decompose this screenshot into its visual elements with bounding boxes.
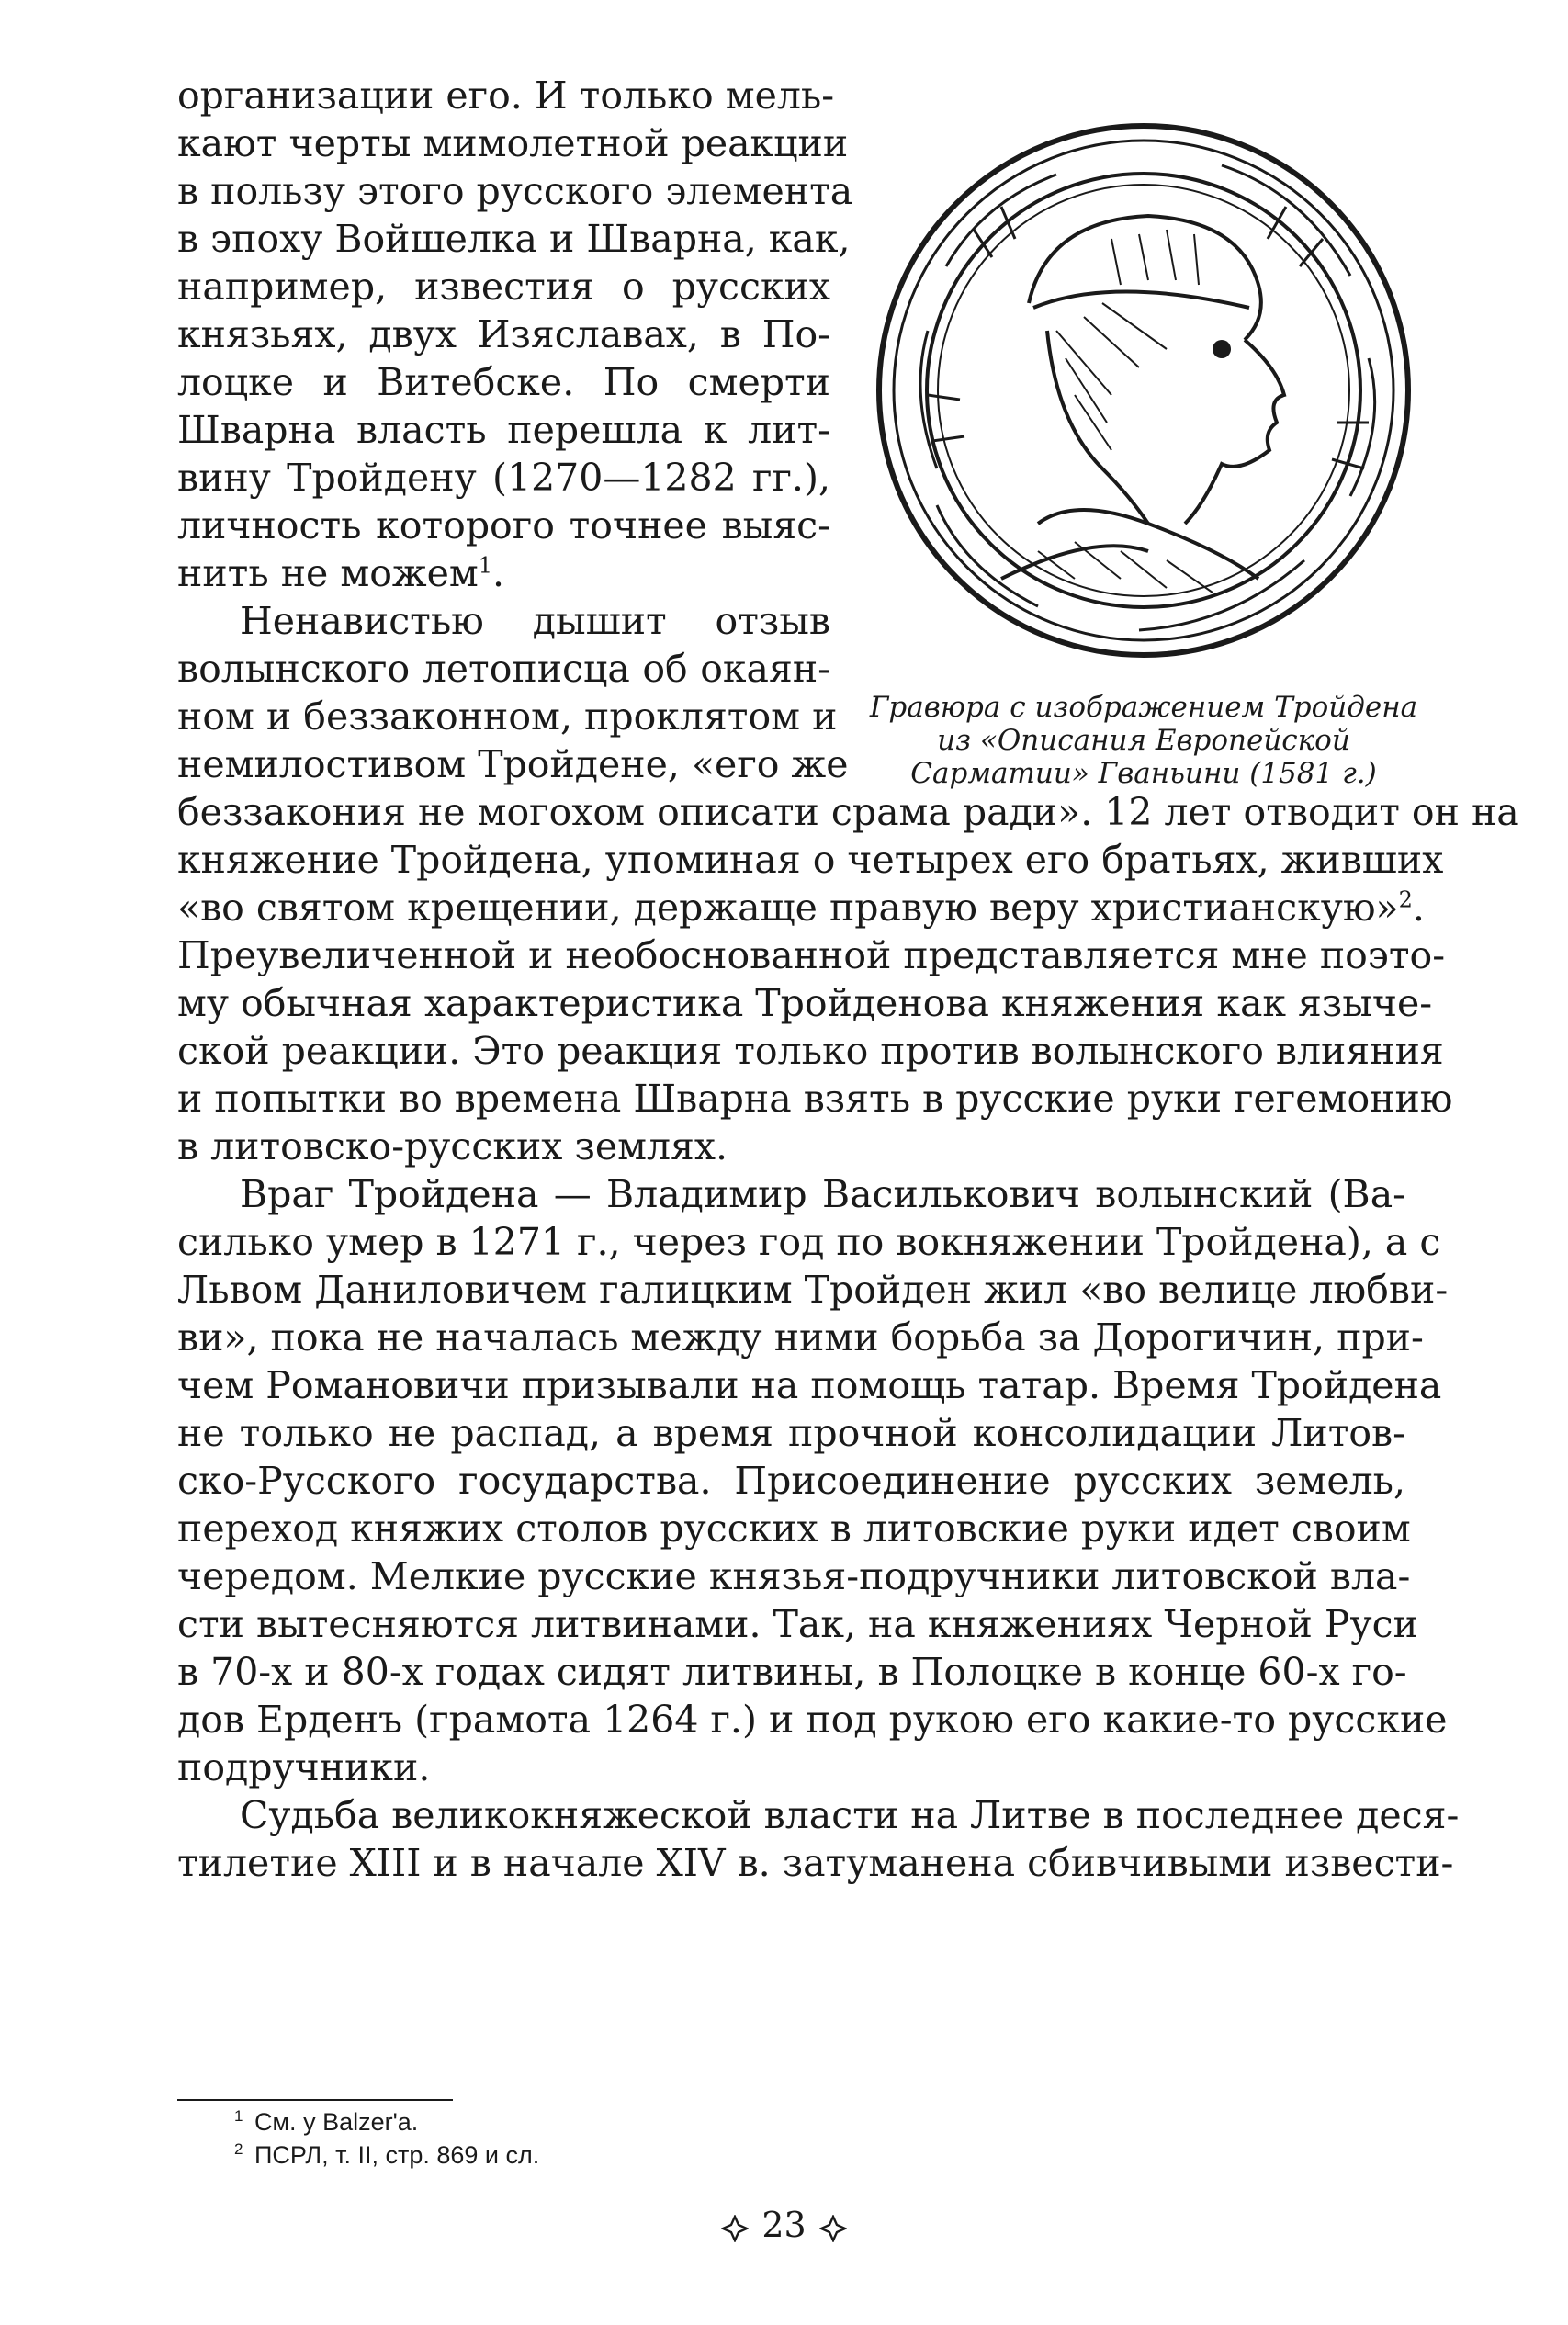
text-line: му обычная характеристика Тройденова княжения как языче- [177, 981, 1433, 1025]
text-line: подручники. [177, 1745, 431, 1789]
footnote-text: См. у Balzer'a. [254, 2108, 419, 2136]
text-line: беззакония не могохом описати срама ради». 12 лет отводит он на [177, 790, 1519, 834]
text-line: организации его. И только мель- [177, 73, 835, 118]
text-line: и попытки во времена Шварна взять в русские руки гегемонию [177, 1077, 1453, 1121]
text-line: немилостивом Тройдене, «его же [177, 742, 849, 786]
text-line: дов Ерденъ (грамота 1264 г.) и под рукою его какие-то русские [177, 1698, 1448, 1742]
text-line: в литовско-русских землях. [177, 1124, 728, 1168]
text-line: ви», пока не началась между ними борьба за Дорогичин, при- [177, 1315, 1424, 1360]
text-line: не только не распад, а время прочной консолидации Литов- [177, 1411, 1405, 1455]
text-line: ско-Русского государства. Присоединение русских земель, [177, 1459, 1405, 1503]
footnote [234, 2106, 419, 2138]
text-line: ской реакции. Это реакция только против волынского влияния [177, 1029, 1444, 1073]
ornament-icon [819, 2215, 847, 2242]
footnote-text: ПСРЛ, т. II, стр. 869 и сл. [254, 2141, 540, 2169]
text-line: в эпоху Войшелка и Шварна, как, [177, 217, 851, 261]
text-line: в 70-х и 80-х годах сидят литвины, в Полоцке в конце 60-х го- [177, 1650, 1407, 1694]
text-line: личность которого точнее выяс- [177, 503, 830, 547]
footnote-ref: 2 [1398, 886, 1413, 913]
ornament-icon [721, 2215, 749, 2242]
figure-caption: из «Описания Европейской [937, 724, 1350, 757]
text-line: волынского летописца об окаян- [177, 647, 830, 691]
text-line: Враг Тройдена — Владимир Василькович волынский (Ва- [240, 1172, 1405, 1216]
footnote-mark: 2 [234, 2140, 243, 2158]
text-line: лоцке и Витебске. По смерти [177, 360, 830, 404]
text-line: например, известия о русских [177, 265, 830, 309]
text-line: Судьба великокняжеской власти на Литве в последнее деся- [240, 1793, 1460, 1837]
text-line: сти вытесняются литвинами. Так, на княжениях Черной Руси [177, 1602, 1418, 1646]
text-line: вину Тройдену (1270—1282 гг.), [177, 456, 830, 500]
text-line: Шварна власть перешла к лит- [177, 408, 830, 452]
footnote-mark: 1 [234, 2107, 243, 2125]
text-line: Львом Даниловичем галицким Тройден жил «во велице любви- [177, 1268, 1449, 1312]
text-line: чередом. Мелкие русские князья-подручники литовской вла- [177, 1554, 1411, 1598]
figure-caption: Сарматии» Гваньини (1581 г.) [910, 757, 1377, 790]
text-line: нить не можем$^1$. [177, 551, 505, 595]
medallion-engraving [873, 119, 1415, 661]
text-line: князьях, двух Изяславах, в По- [177, 312, 830, 356]
text-line: Ненавистью дышит отзыв [240, 599, 830, 643]
text-line: чем Романовичи призывали на помощь татар. Время Тройдена [177, 1363, 1442, 1407]
footnote [234, 2139, 540, 2171]
text-line: тилетие XIII и в начале XIV в. затуманена сбивчивыми извести- [177, 1841, 1454, 1885]
text-line: «во святом крещении, держаще правую веру христианскую»$^2$. [177, 886, 1425, 930]
text-line: переход княжих столов русских в литовские руки идет своим [177, 1507, 1411, 1551]
text-line: княжение Тройдена, упоминая о четырех его братьях, живших [177, 838, 1444, 882]
text-line: силько умер в 1271 г., через год по вокняжении Тройдена), а с [177, 1220, 1441, 1264]
page-number-text: 23 [761, 2205, 807, 2245]
figure-caption: Гравюра с изображением Тройдена [869, 691, 1418, 724]
text-line: в пользу этого русского элемента [177, 169, 853, 213]
text-line: кают черты мимолетной реакции [177, 121, 849, 165]
footnote-rule [177, 2099, 453, 2101]
page-number [0, 2205, 1568, 2245]
text-line: ном и беззаконном, проклятом и [177, 694, 838, 739]
footnote-ref: 1 [478, 552, 493, 579]
text-line: Преувеличенной и необоснованной представляется мне поэто- [177, 933, 1446, 977]
